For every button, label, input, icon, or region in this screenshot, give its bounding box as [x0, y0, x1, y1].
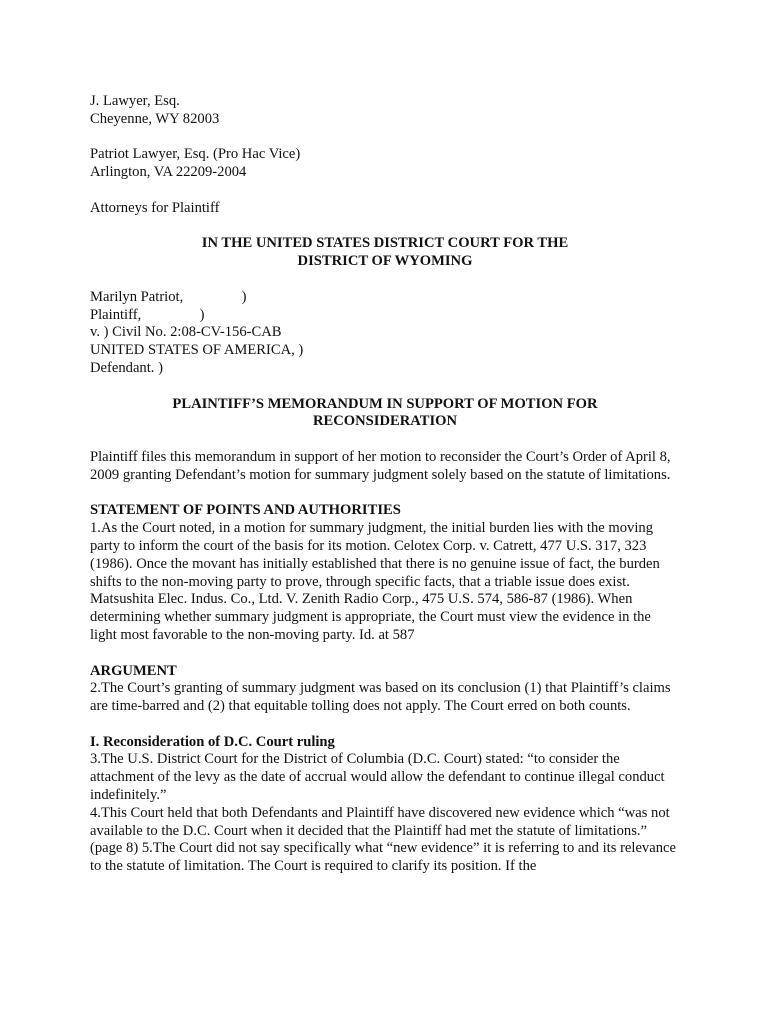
title-line-2: RECONSIDERATION	[312, 413, 458, 430]
attorney-block	[90, 93, 680, 218]
attorneys-for-label: Attorneys for Plaintiff	[90, 199, 220, 216]
caption-line-civil-no: v. ) Civil No. 2:08-CV-156-CAB	[90, 324, 282, 341]
caption-line-defendant-name: UNITED STATES OF AMERICA, )	[90, 342, 304, 359]
points-heading: STATEMENT OF POINTS AND AUTHORITIES	[90, 502, 401, 519]
section-1-heading: I. Reconsideration of D.C. Court ruling	[90, 733, 335, 750]
document-page	[90, 93, 680, 876]
court-heading	[90, 235, 680, 271]
title-line-1: PLAINTIFF’S MEMORANDUM IN SUPPORT OF MOTION FOR	[172, 395, 598, 412]
court-line-1: IN THE UNITED STATES DISTRICT COURT FOR THE	[201, 235, 569, 252]
intro-paragraph: Plaintiff files this memorandum in support of her motion to reconsider the Court’s Order of April 8, 2009 granting Defendant’s motion for summary judgment solely based on the statute of limitations.	[90, 448, 671, 483]
case-caption	[90, 289, 680, 378]
document-title	[90, 396, 680, 432]
attorney2-name: Patriot Lawyer, Esq. (Pro Hac Vice)	[90, 146, 301, 163]
paragraph-3: 3.The U.S. District Court for the District of Columbia (D.C. Court) stated: “to consider the attachment of the levy as the date of accrual would allow the defendant to continue illegal conduct indefinitely.”	[90, 751, 665, 804]
paragraph-2: 2.The Court’s granting of summary judgment was based on its conclusion (1) that Plaintiff’s claims are time-barred and (2) that equitable tolling does not apply. The Court erred on both counts.	[90, 680, 671, 715]
paragraph-1: 1.As the Court noted, in a motion for summary judgment, the initial burden lies with the moving party to inform the court of the basis for its motion. Celotex Corp. v. Catrett, 477 U.S. 317, 323 (1986). Once the movant has initially established that there is no genuine issue of fact, the burden shifts to the non-moving party to prove, through specific facts, that a triable issue does exist. Matsushita Elec. Indus. Co., Ltd. V. Zenith Radio Corp., 475 U.S. 574, 586-87 (1986). When determining whether summary judgment is appropriate, the Court must view the evidence in the light most favorable to the non-moving party. Id. at 587	[90, 520, 660, 643]
caption-line-defendant: Defendant. )	[90, 359, 163, 376]
attorney2-address: Arlington, VA 22209-2004	[90, 164, 247, 181]
argument-heading: ARGUMENT	[90, 662, 177, 679]
attorney1-name: J. Lawyer, Esq.	[90, 93, 180, 109]
caption-line-plaintiff: Plaintiff, )	[90, 306, 205, 323]
court-line-2: DISTRICT OF WYOMING	[297, 253, 473, 270]
paragraph-4: 4.This Court held that both Defendants and Plaintiff have discovered new evidence which “was not available to the D.C. Court when it decided that the Plaintiff had met the statute of limitations.” (page 8) 5.The Court did not say specifically what “new evidence” it is referring to and its relevance to the statute of limitation. The Court is required to clarify its position. If the	[90, 804, 676, 875]
caption-line-plaintiff-name: Marilyn Patriot, )	[90, 288, 247, 305]
attorney1-address: Cheyenne, WY 82003	[90, 110, 220, 127]
